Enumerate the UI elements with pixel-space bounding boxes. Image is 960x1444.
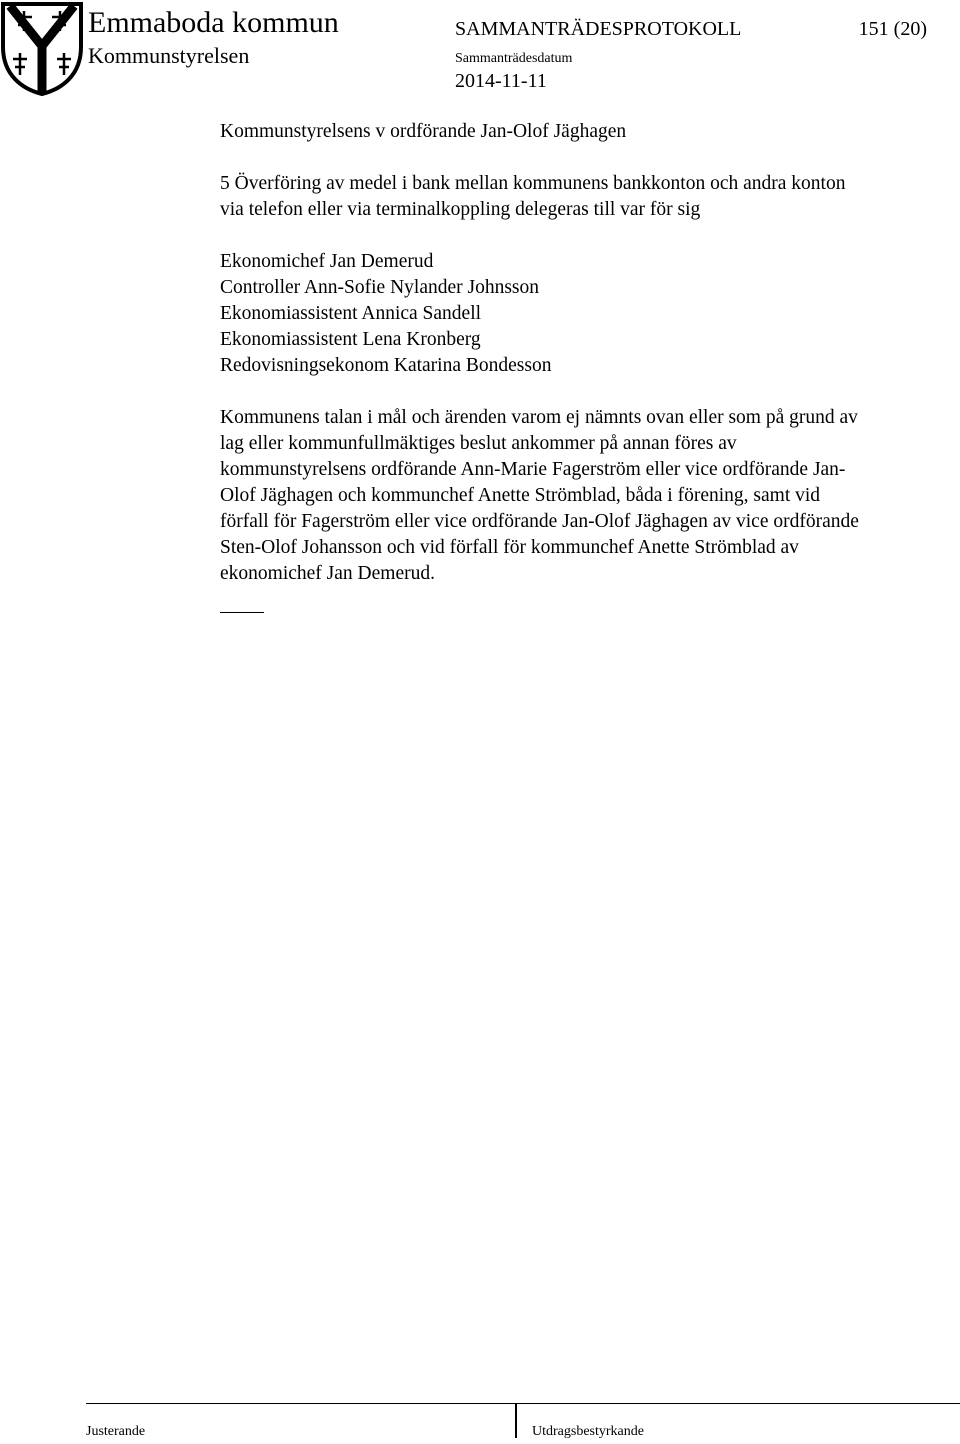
section-heading: Kommunstyrelsens v ordförande Jan-Olof Jäghagen [220, 121, 627, 142]
delegation-item-line: via telefon eller via terminalkoppling delegeras till var för sig [220, 199, 701, 220]
delegate-list [220, 249, 950, 379]
delegate-item: Ekonomichef Jan Demerud [220, 251, 434, 272]
paragraph-line: förfall för Fagerström eller vice ordförande Jan-Olof Jäghagen av vice ordförande [220, 511, 859, 532]
meeting-date: 2014-11-11 [455, 70, 547, 92]
paragraph-line: Kommunens talan i mål och ärenden varom ej nämnts ovan eller som på grund av [220, 407, 858, 428]
justerande-label: Justerande [86, 1424, 146, 1439]
delegate-item: Redovisningsekonom Katarina Bondesson [220, 355, 552, 376]
meeting-date-label: Sammanträdesdatum [455, 51, 573, 66]
footer-column-divider [515, 1404, 517, 1438]
paragraph-line: Sten-Olof Johansson och vid förfall för kommunchef Anette Strömblad av [220, 537, 799, 558]
organization-unit: Kommunstyrelsen [88, 43, 250, 68]
paragraph-line: Olof Jäghagen och kommunchef Anette Strömblad, båda i förening, samt vid [220, 485, 821, 506]
delegation-item [220, 171, 950, 223]
delegate-item: Ekonomiassistent Annica Sandell [220, 303, 482, 324]
organization-name: Emmaboda kommun [88, 6, 339, 39]
utdragsbestyrkande-label: Utdragsbestyrkande [532, 1424, 644, 1439]
end-of-section-rule [220, 612, 264, 613]
paragraph-line: lag eller kommunfullmäktiges beslut ankommer på annan föres av [220, 433, 737, 454]
representation-paragraph [220, 405, 950, 587]
paragraph-line: ekonomichef Jan Demerud. [220, 563, 435, 584]
coat-of-arms-icon [0, 1, 84, 96]
document-type: SAMMANTRÄDESPROTOKOLL [455, 18, 742, 40]
delegate-item: Ekonomiassistent Lena Kronberg [220, 329, 481, 350]
delegation-item-line: 5 Överföring av medel i bank mellan kommunens bankkonton och andra konton [220, 173, 846, 194]
paragraph-line: kommunstyrelsens ordförande Ann-Marie Fagerström eller vice ordförande Jan- [220, 459, 846, 480]
footer-divider-line [86, 1403, 960, 1404]
document-body [220, 119, 950, 613]
page-number: 151 (20) [858, 18, 927, 40]
delegate-item: Controller Ann-Sofie Nylander Johnsson [220, 277, 540, 298]
